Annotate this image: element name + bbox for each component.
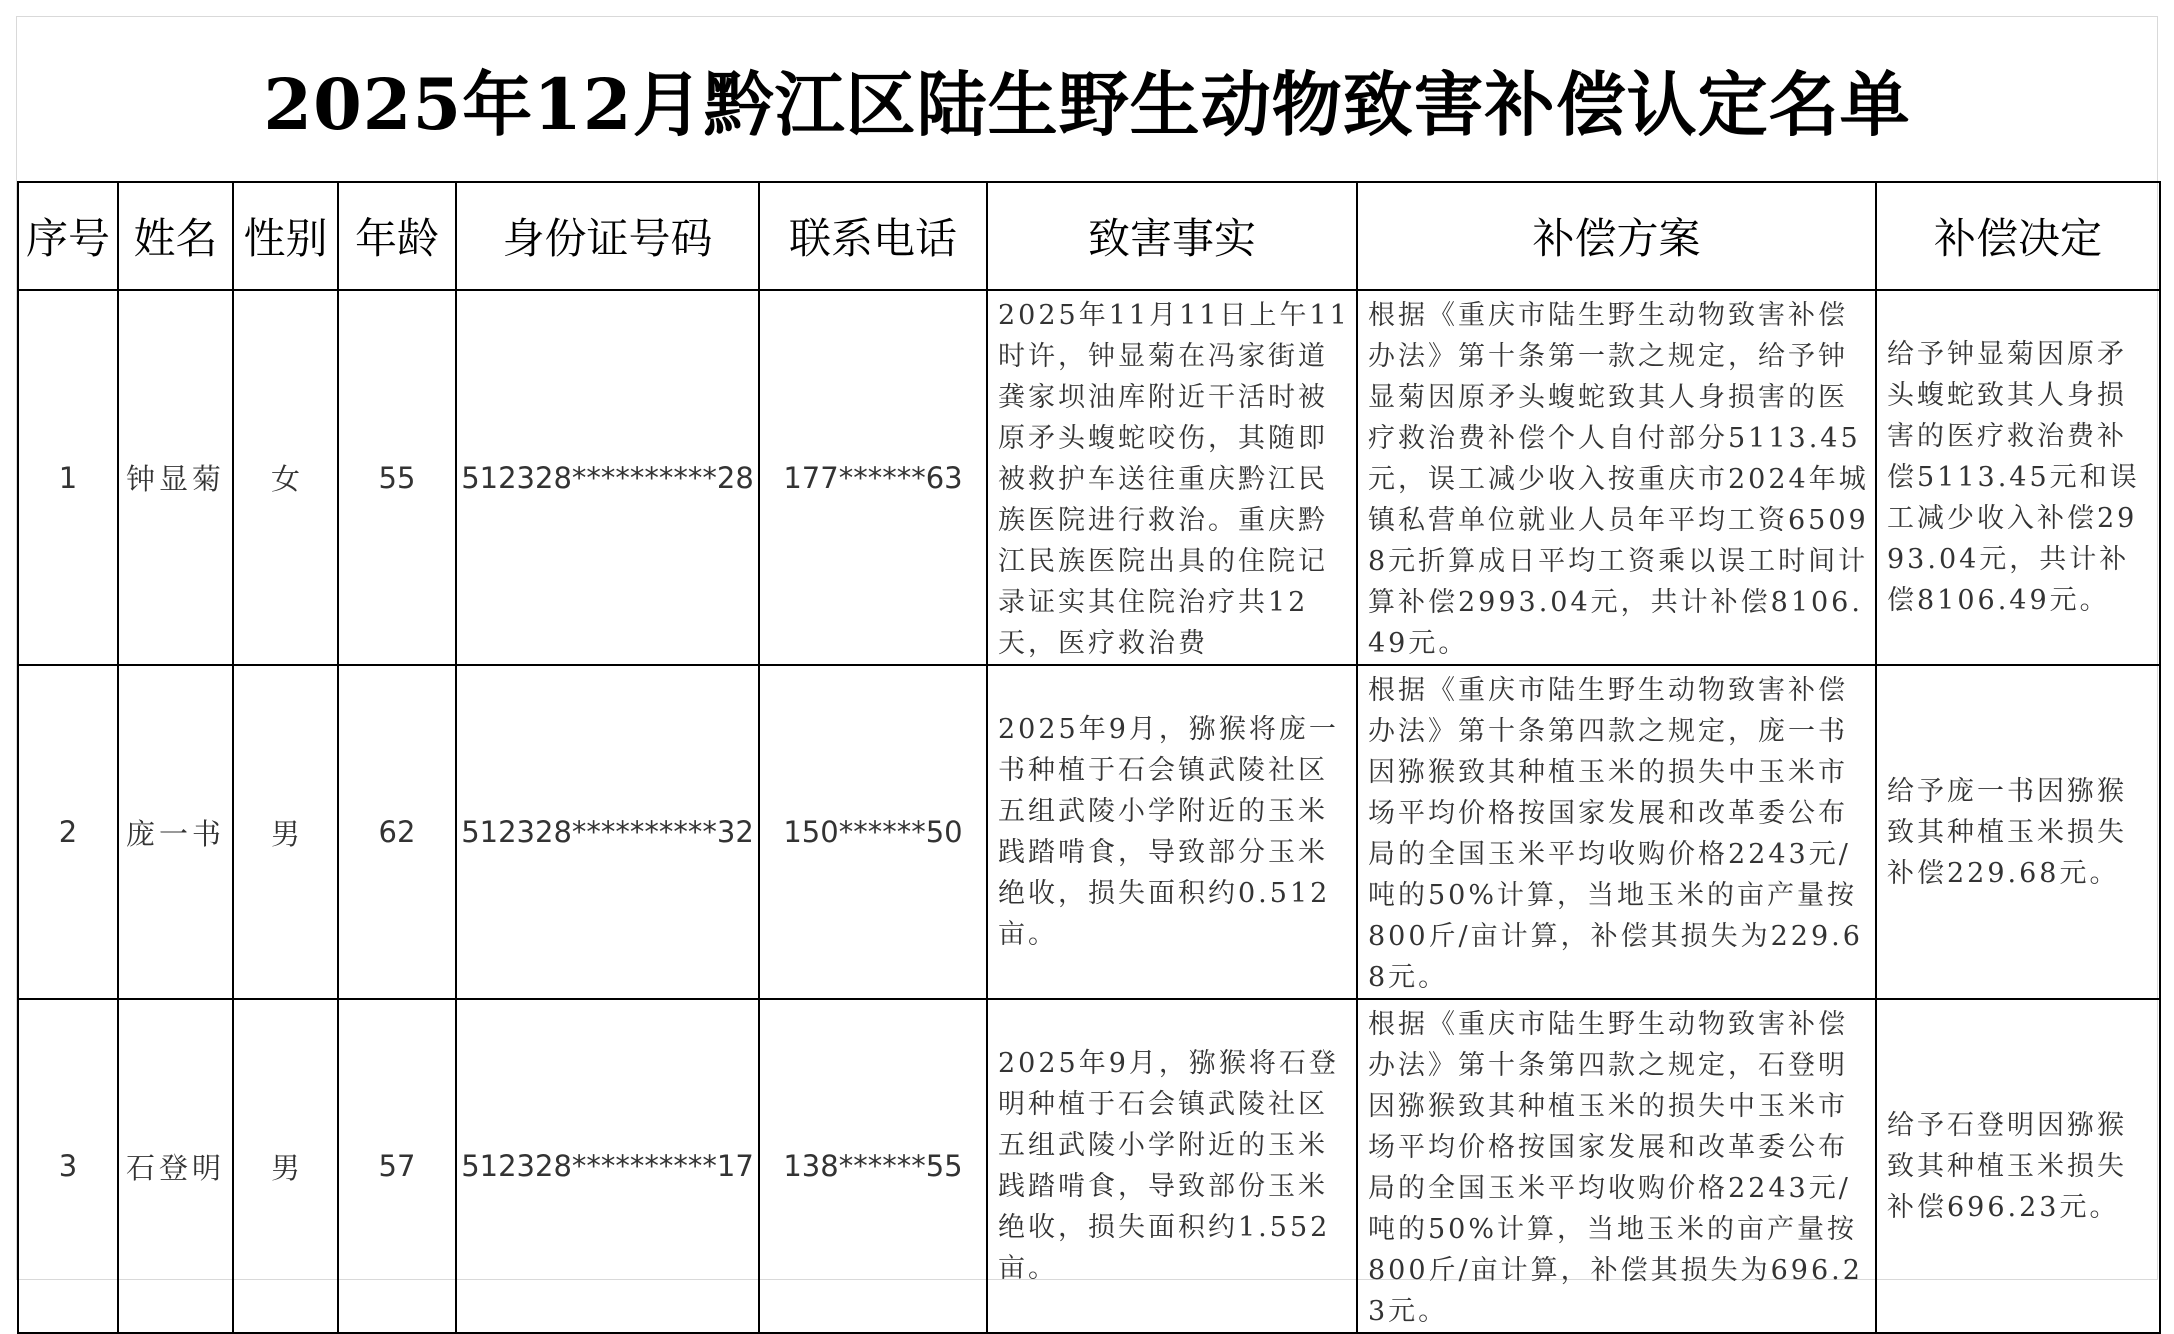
header-cell: 补偿方案 <box>1357 182 1876 290</box>
row-number-cell: 3 <box>18 999 118 1333</box>
row-number-cell: 2 <box>18 665 118 999</box>
name-cell: 庞一书 <box>118 665 233 999</box>
header-cell: 序号 <box>18 182 118 290</box>
phone-cell: 177******63 <box>759 290 987 665</box>
compensation-plan-cell: 根据《重庆市陆生野生动物致害补偿办法》第十条第四款之规定，石登明因猕猴致其种植玉米的损失中玉米市场平均价格按国家发展和改革委公布局的全国玉米平均收购价格2243元/吨的50%计算，当地玉米的亩产量按800斤/亩计算，补偿其损失为696.23元。 <box>1357 999 1876 1333</box>
document-sheet <box>16 16 2158 1327</box>
damage-fact-cell: 2025年9月，猕猴将石登明种植于石会镇武陵社区五组武陵小学附近的玉米践踏啃食，导致部份玉米绝收，损失面积约1.552亩。 <box>987 999 1357 1333</box>
compensation-plan-cell: 根据《重庆市陆生野生动物致害补偿办法》第十条第四款之规定，庞一书因猕猴致其种植玉米的损失中玉米市场平均价格按国家发展和改革委公布局的全国玉米平均收购价格2243元/吨的50%计算，当地玉米的亩产量按800斤/亩计算，补偿其损失为229.68元。 <box>1357 665 1876 999</box>
damage-fact-cell: 2025年11月11日上午11时许，钟显菊在冯家街道龚家坝油库附近干活时被原矛头蝮蛇咬伤，其随即被救护车送往重庆黔江民族医院进行救治。重庆黔江民族医院出具的住院记录证实其住院治疗共12天，医疗救治费 <box>987 290 1357 665</box>
table-row <box>18 999 2160 1333</box>
id-number-cell: 512328**********17 <box>456 999 759 1333</box>
header-cell: 致害事实 <box>987 182 1357 290</box>
header-cell: 姓名 <box>118 182 233 290</box>
gender-cell: 女 <box>233 290 338 665</box>
id-number-cell: 512328**********32 <box>456 665 759 999</box>
header-cell: 补偿决定 <box>1876 182 2160 290</box>
table-row <box>18 290 2160 665</box>
table-row <box>18 665 2160 999</box>
header-cell: 年龄 <box>338 182 456 290</box>
compensation-decision-cell: 给予庞一书因猕猴致其种植玉米损失补偿229.68元。 <box>1876 665 2160 999</box>
row-number-cell: 1 <box>18 290 118 665</box>
id-number-cell: 512328**********28 <box>456 290 759 665</box>
header-cell: 联系电话 <box>759 182 987 290</box>
name-cell: 钟显菊 <box>118 290 233 665</box>
compensation-decision-cell: 给予钟显菊因原矛头蝮蛇致其人身损害的医疗救治费补偿5113.45元和误工减少收入补偿2993.04元，共计补偿8106.49元。 <box>1876 290 2160 665</box>
phone-cell: 150******50 <box>759 665 987 999</box>
page-title: 2025年12月黔江区陆生野生动物致害补偿认定名单 <box>263 62 1911 146</box>
age-cell: 55 <box>338 290 456 665</box>
table-header-row <box>18 182 2160 290</box>
phone-cell: 138******55 <box>759 999 987 1333</box>
compensation-decision-cell: 给予石登明因猕猴致其种植玉米损失补偿696.23元。 <box>1876 999 2160 1333</box>
compensation-table <box>17 181 2161 1334</box>
age-cell: 57 <box>338 999 456 1333</box>
compensation-plan-cell: 根据《重庆市陆生野生动物致害补偿办法》第十条第一款之规定，给予钟显菊因原矛头蝮蛇致其人身损害的医疗救治费补偿个人自付部分5113.45元，误工减少收入按重庆市2024年城镇私营单位就业人员年平均工资65098元折算成日平均工资乘以误工时间计算补偿2993.04元，共计补偿8106.49元。 <box>1357 290 1876 665</box>
damage-fact-cell: 2025年9月，猕猴将庞一书种植于石会镇武陵社区五组武陵小学附近的玉米践踏啃食，导致部分玉米绝收，损失面积约0.512亩。 <box>987 665 1357 999</box>
gender-cell: 男 <box>233 665 338 999</box>
gender-cell: 男 <box>233 999 338 1333</box>
age-cell: 62 <box>338 665 456 999</box>
name-cell: 石登明 <box>118 999 233 1333</box>
header-cell: 性别 <box>233 182 338 290</box>
header-cell: 身份证号码 <box>456 182 759 290</box>
